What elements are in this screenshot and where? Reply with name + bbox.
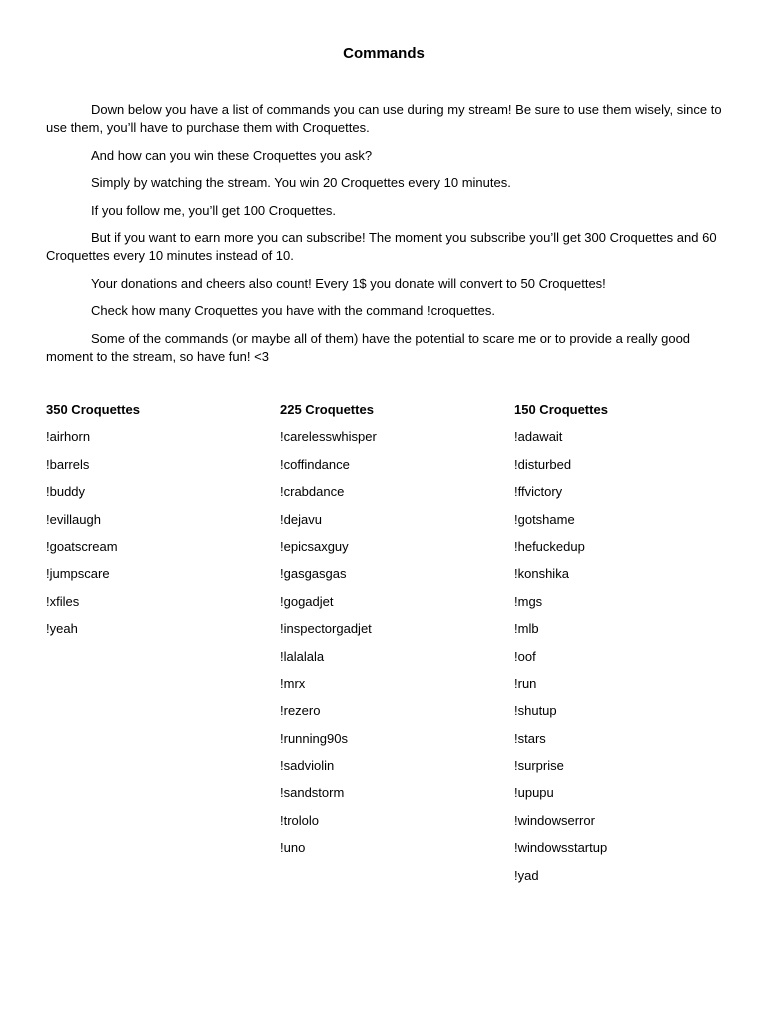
command-item: !windowsstartup	[514, 840, 608, 856]
column-225	[280, 401, 500, 867]
paragraph: Some of the commands (or maybe all of them) have the potential to scare me or to provide a really good moment to the stream, so have fun! <3	[46, 330, 691, 364]
intro-text	[46, 101, 726, 375]
command-item: !inspectorgadjet	[280, 621, 372, 637]
command-item: !gasgasgas	[280, 566, 347, 582]
command-item: !mgs	[514, 593, 543, 609]
command-item: !windowserror	[514, 812, 595, 828]
column-header: 150 Croquettes	[514, 402, 608, 417]
command-item: !surprise	[514, 758, 564, 774]
command-item: !rezero	[280, 703, 321, 719]
command-item: !yad	[514, 867, 539, 883]
command-item: !sandstorm	[280, 785, 345, 801]
command-item: !gogadjet	[280, 593, 334, 609]
command-item: !jumpscare	[46, 566, 110, 582]
command-list	[280, 428, 500, 866]
command-item: !barrels	[46, 456, 90, 472]
command-item: !shutup	[514, 703, 557, 719]
command-item: !mrx	[280, 675, 306, 691]
column-150	[514, 401, 734, 894]
command-item: !yeah	[46, 621, 78, 637]
paragraph: Check how many Croquettes you have with the command !croquettes.	[91, 303, 495, 318]
command-item: !run	[514, 675, 537, 691]
command-item: !carelesswhisper	[280, 429, 377, 445]
command-item: !dejavu	[280, 511, 322, 527]
paragraph: Your donations and cheers also count! Every 1$ you donate will convert to 50 Croquettes!	[91, 275, 606, 291]
command-item: !hefuckedup	[514, 538, 585, 554]
command-item: !running90s	[280, 730, 348, 746]
command-item: !buddy	[46, 484, 86, 500]
command-item: !epicsaxguy	[280, 538, 349, 554]
command-item: !mlb	[514, 621, 539, 637]
command-list	[514, 428, 734, 894]
command-item: !xfiles	[46, 593, 80, 609]
command-item: !stars	[514, 730, 546, 746]
command-item: !trololo	[280, 812, 320, 828]
command-list	[46, 428, 266, 647]
column-header: 350 Croquettes	[46, 402, 140, 417]
command-item: !oof	[514, 648, 536, 664]
command-item: !crabdance	[280, 484, 345, 500]
paragraph: If you follow me, you’ll get 100 Croquettes.	[91, 202, 336, 218]
command-item: !sadviolin	[280, 758, 335, 774]
command-item: !upupu	[514, 785, 554, 801]
column-350	[46, 401, 266, 648]
column-header: 225 Croquettes	[280, 402, 374, 417]
command-item: !evillaugh	[46, 511, 101, 527]
command-item: !goatscream	[46, 538, 118, 554]
paragraph: And how can you win these Croquettes you ask?	[91, 147, 373, 163]
page-title: Commands	[343, 45, 425, 62]
paragraph: But if you want to earn more you can subscribe! The moment you subscribe you’ll get 300 Croquettes and 60 Croquettes every 10 minutes instead of 10.	[46, 230, 717, 263]
paragraph: Simply by watching the stream. You win 20 Croquettes every 10 minutes.	[91, 175, 511, 190]
command-item: !coffindance	[280, 456, 350, 472]
command-item: !konshika	[514, 566, 569, 582]
command-item: !uno	[280, 840, 306, 856]
command-item: !lalalala	[280, 648, 325, 664]
command-item: !airhorn	[46, 429, 91, 445]
paragraph: Down below you have a list of commands you can use during my stream! Be sure to use them wisely, since to use them, you’ll have to purchase them with Croquettes.	[46, 102, 722, 135]
command-item: !disturbed	[514, 456, 572, 472]
command-item: !ffvictory	[514, 484, 563, 500]
command-item: !gotshame	[514, 511, 575, 527]
command-item: !adawait	[514, 429, 563, 445]
